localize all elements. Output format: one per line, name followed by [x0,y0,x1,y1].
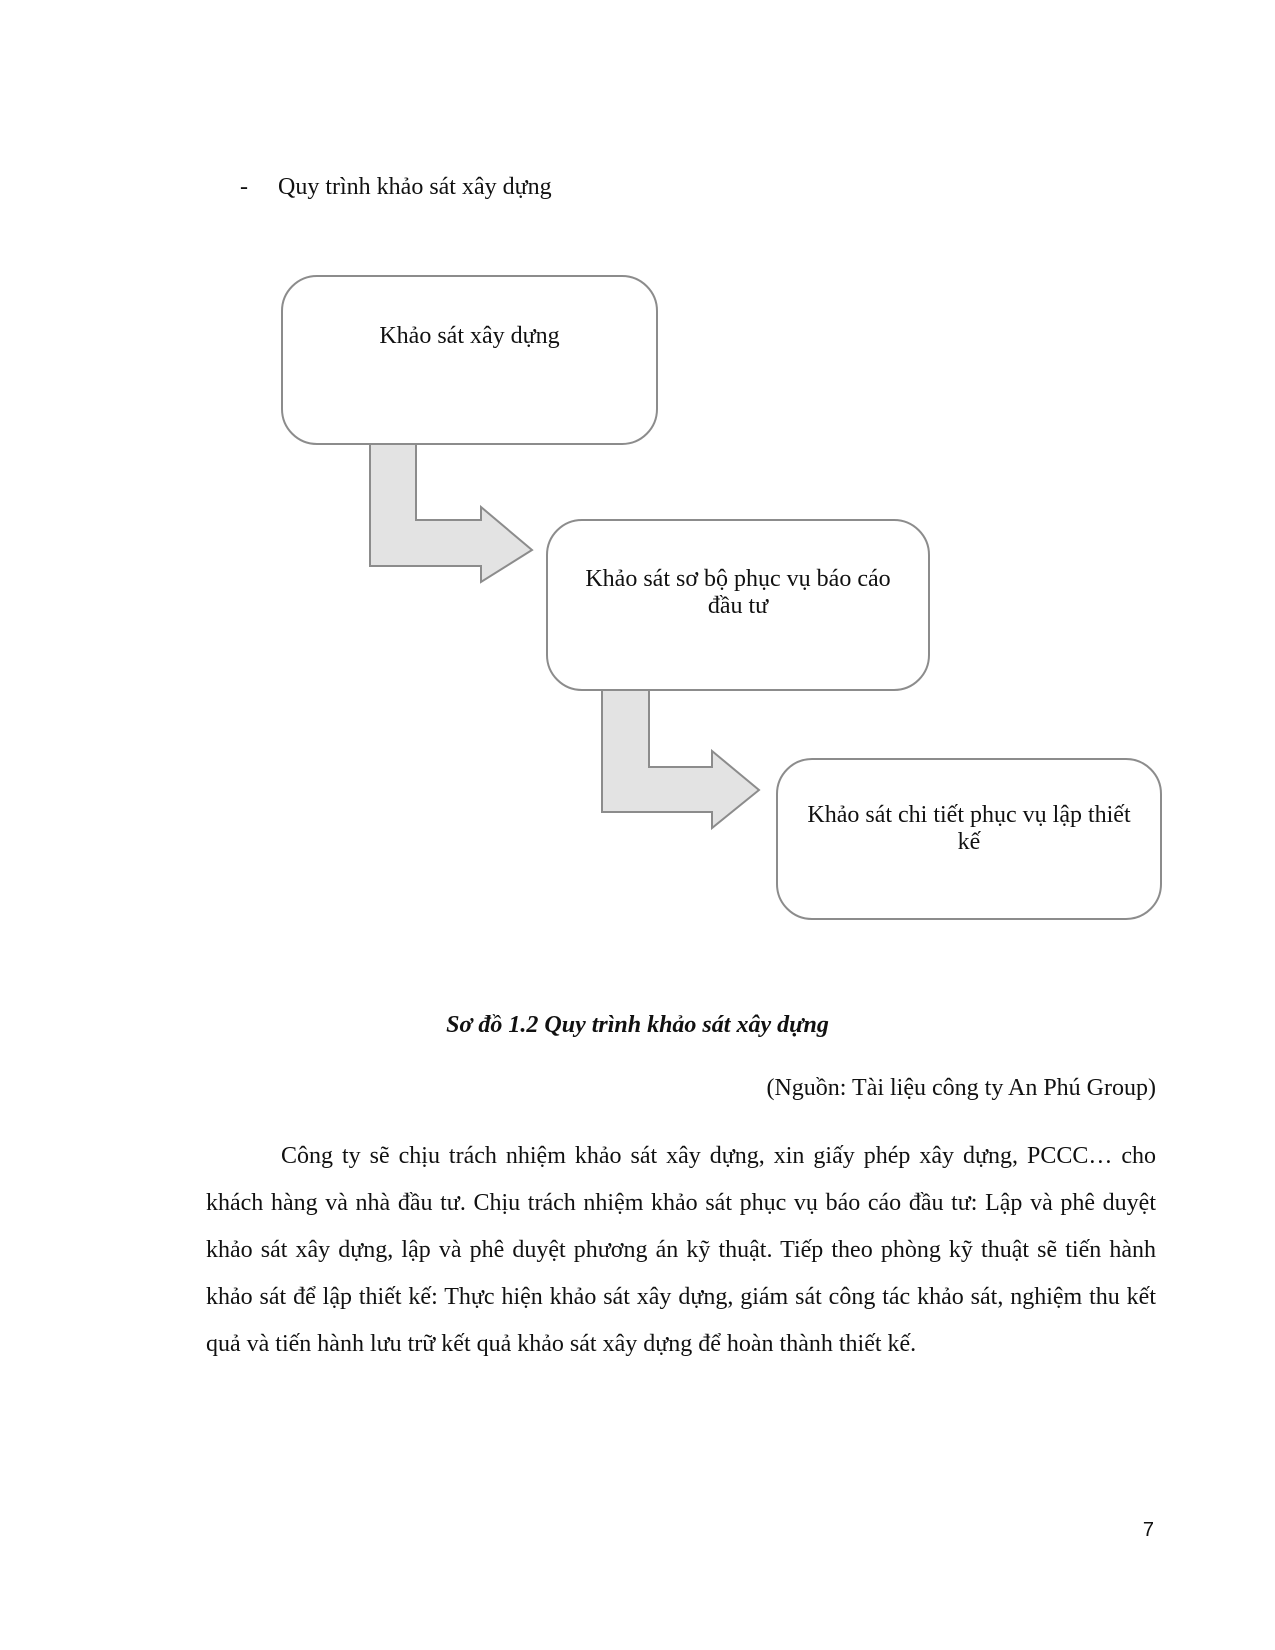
body-paragraph: Công ty sẽ chịu trách nhiệm khảo sát xây dựng, xin giấy phép xây dựng, PCCC… cho khách hàng và nhà đầu tư. Chịu trách nhiệm khảo sát phục vụ báo cáo đầu tư: Lập và phê duyệt khảo sát xây dựng, lập và phê duyệt phương án kỹ thuật. Tiếp theo phòng kỹ thuật sẽ tiến hành khảo sát để lập thiết kế: Thực hiện khảo sát xây dựng, giám sát công tác khảo sát, nghiệm thu kết quả và tiến hành lưu trữ kết quả khảo sát xây dựng để hoàn thành thiết kế. [206,1143,1156,1357]
bullet-text: Quy trình khảo sát xây dựng [278,174,552,200]
flow-step-label: Khảo sát xây dựng [379,322,560,349]
flow-step-label: Khảo sát chi tiết phục vụ lập thiết kế [807,802,1131,855]
figure-caption: Sơ đồ 1.2 Quy trình khảo sát xây dựng [446,1012,829,1038]
bullet-dash: - [240,174,248,200]
page-number: 7 [1142,1519,1154,1541]
figure-source: (Nguồn: Tài liệu công ty An Phú Group) [766,1075,1156,1101]
flow-step-preliminary-survey [546,519,930,691]
flow-step-survey [281,275,658,445]
flow-step-label: Khảo sát sơ bộ phục vụ báo cáo đầu tư [585,566,891,619]
flow-step-detailed-survey [776,758,1162,920]
flow-arrow-1 [370,437,532,582]
flow-arrow-2 [602,685,759,828]
